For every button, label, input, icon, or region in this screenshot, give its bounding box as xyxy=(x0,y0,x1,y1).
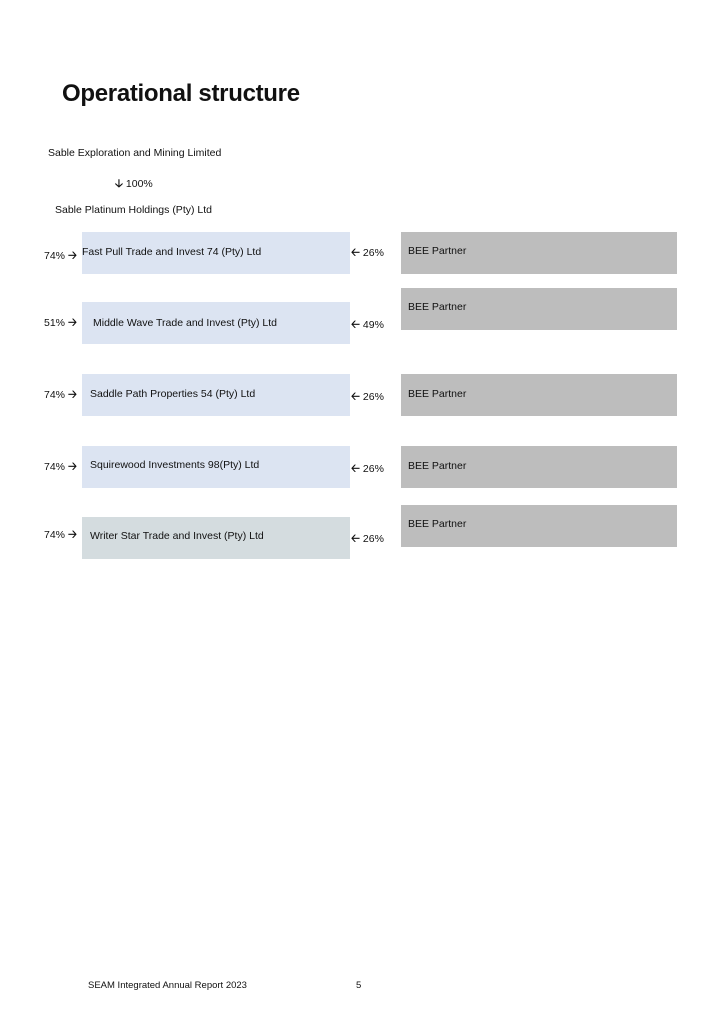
partner-pct-row-1 xyxy=(351,244,384,263)
arrow-left-icon: 🡠 xyxy=(351,247,360,259)
parent-company-label: Sable Exploration and Mining Limited xyxy=(48,147,222,159)
partner-pct-row-4 xyxy=(351,460,384,479)
partner-name: BEE Partner xyxy=(408,460,467,472)
partner-box-1 xyxy=(401,232,677,274)
subsidiary-box-5 xyxy=(82,517,350,559)
partner-pct-row-3 xyxy=(351,388,384,407)
holding-pct-row-5 xyxy=(44,526,80,545)
partner-pct-row-2 xyxy=(351,316,384,335)
partner-pct-row-5 xyxy=(351,530,384,549)
partner-box-3 xyxy=(401,374,677,416)
arrow-left-icon: 🡠 xyxy=(351,533,360,545)
parent-ownership-value: 100% xyxy=(125,178,153,190)
subsidiary-name: Squirewood Investments 98(Pty) Ltd xyxy=(90,459,260,471)
partner-pct-value: 26% xyxy=(362,391,384,403)
subsidiary-box-4 xyxy=(82,446,350,488)
holding-pct-value: 74% xyxy=(44,250,66,262)
arrow-down-icon: 🡣 xyxy=(115,178,123,190)
holding-pct-row-2 xyxy=(44,314,80,333)
parent-ownership xyxy=(115,175,153,194)
partner-pct-value: 26% xyxy=(362,463,384,475)
arrow-left-icon: 🡠 xyxy=(351,391,360,403)
arrow-right-icon: 🡢 xyxy=(67,317,77,329)
partner-name: BEE Partner xyxy=(408,245,467,257)
partner-box-2 xyxy=(401,288,677,330)
partner-pct-value: 26% xyxy=(362,533,384,545)
subsidiary-box-2 xyxy=(82,302,350,344)
arrow-left-icon: 🡠 xyxy=(351,463,360,475)
holding-pct-row-4 xyxy=(44,458,80,477)
arrow-right-icon: 🡢 xyxy=(67,461,77,473)
subsidiary-name: Fast Pull Trade and Invest 74 (Pty) Ltd xyxy=(82,246,262,258)
holding-pct-value: 51% xyxy=(44,317,66,329)
partner-pct-value: 26% xyxy=(362,247,384,259)
holding-pct-row-1 xyxy=(44,247,80,266)
arrow-right-icon: 🡢 xyxy=(67,250,77,262)
holding-pct-value: 74% xyxy=(44,529,66,541)
arrow-left-icon: 🡠 xyxy=(351,319,360,331)
partner-box-4 xyxy=(401,446,677,488)
subsidiary-box-1 xyxy=(82,232,350,274)
subsidiary-name: Writer Star Trade and Invest (Pty) Ltd xyxy=(90,530,264,542)
partner-box-5 xyxy=(401,505,677,547)
page-title: Operational structure xyxy=(62,80,300,107)
holding-pct-row-3 xyxy=(44,386,80,405)
partner-pct-value: 49% xyxy=(362,319,384,331)
holding-pct-value: 74% xyxy=(44,461,66,473)
page-number: 5 xyxy=(356,980,362,991)
subsidiary-name: Saddle Path Properties 54 (Pty) Ltd xyxy=(90,388,256,400)
footer-report-title: SEAM Integrated Annual Report 2023 xyxy=(88,980,247,991)
holding-pct-value: 74% xyxy=(44,389,66,401)
arrow-right-icon: 🡢 xyxy=(67,529,77,541)
partner-name: BEE Partner xyxy=(408,301,467,313)
holding-company-label: Sable Platinum Holdings (Pty) Ltd xyxy=(55,204,212,216)
subsidiary-name: Middle Wave Trade and Invest (Pty) Ltd xyxy=(93,317,278,329)
subsidiary-box-3 xyxy=(82,374,350,416)
arrow-right-icon: 🡢 xyxy=(67,389,77,401)
partner-name: BEE Partner xyxy=(408,518,467,530)
partner-name: BEE Partner xyxy=(408,388,467,400)
